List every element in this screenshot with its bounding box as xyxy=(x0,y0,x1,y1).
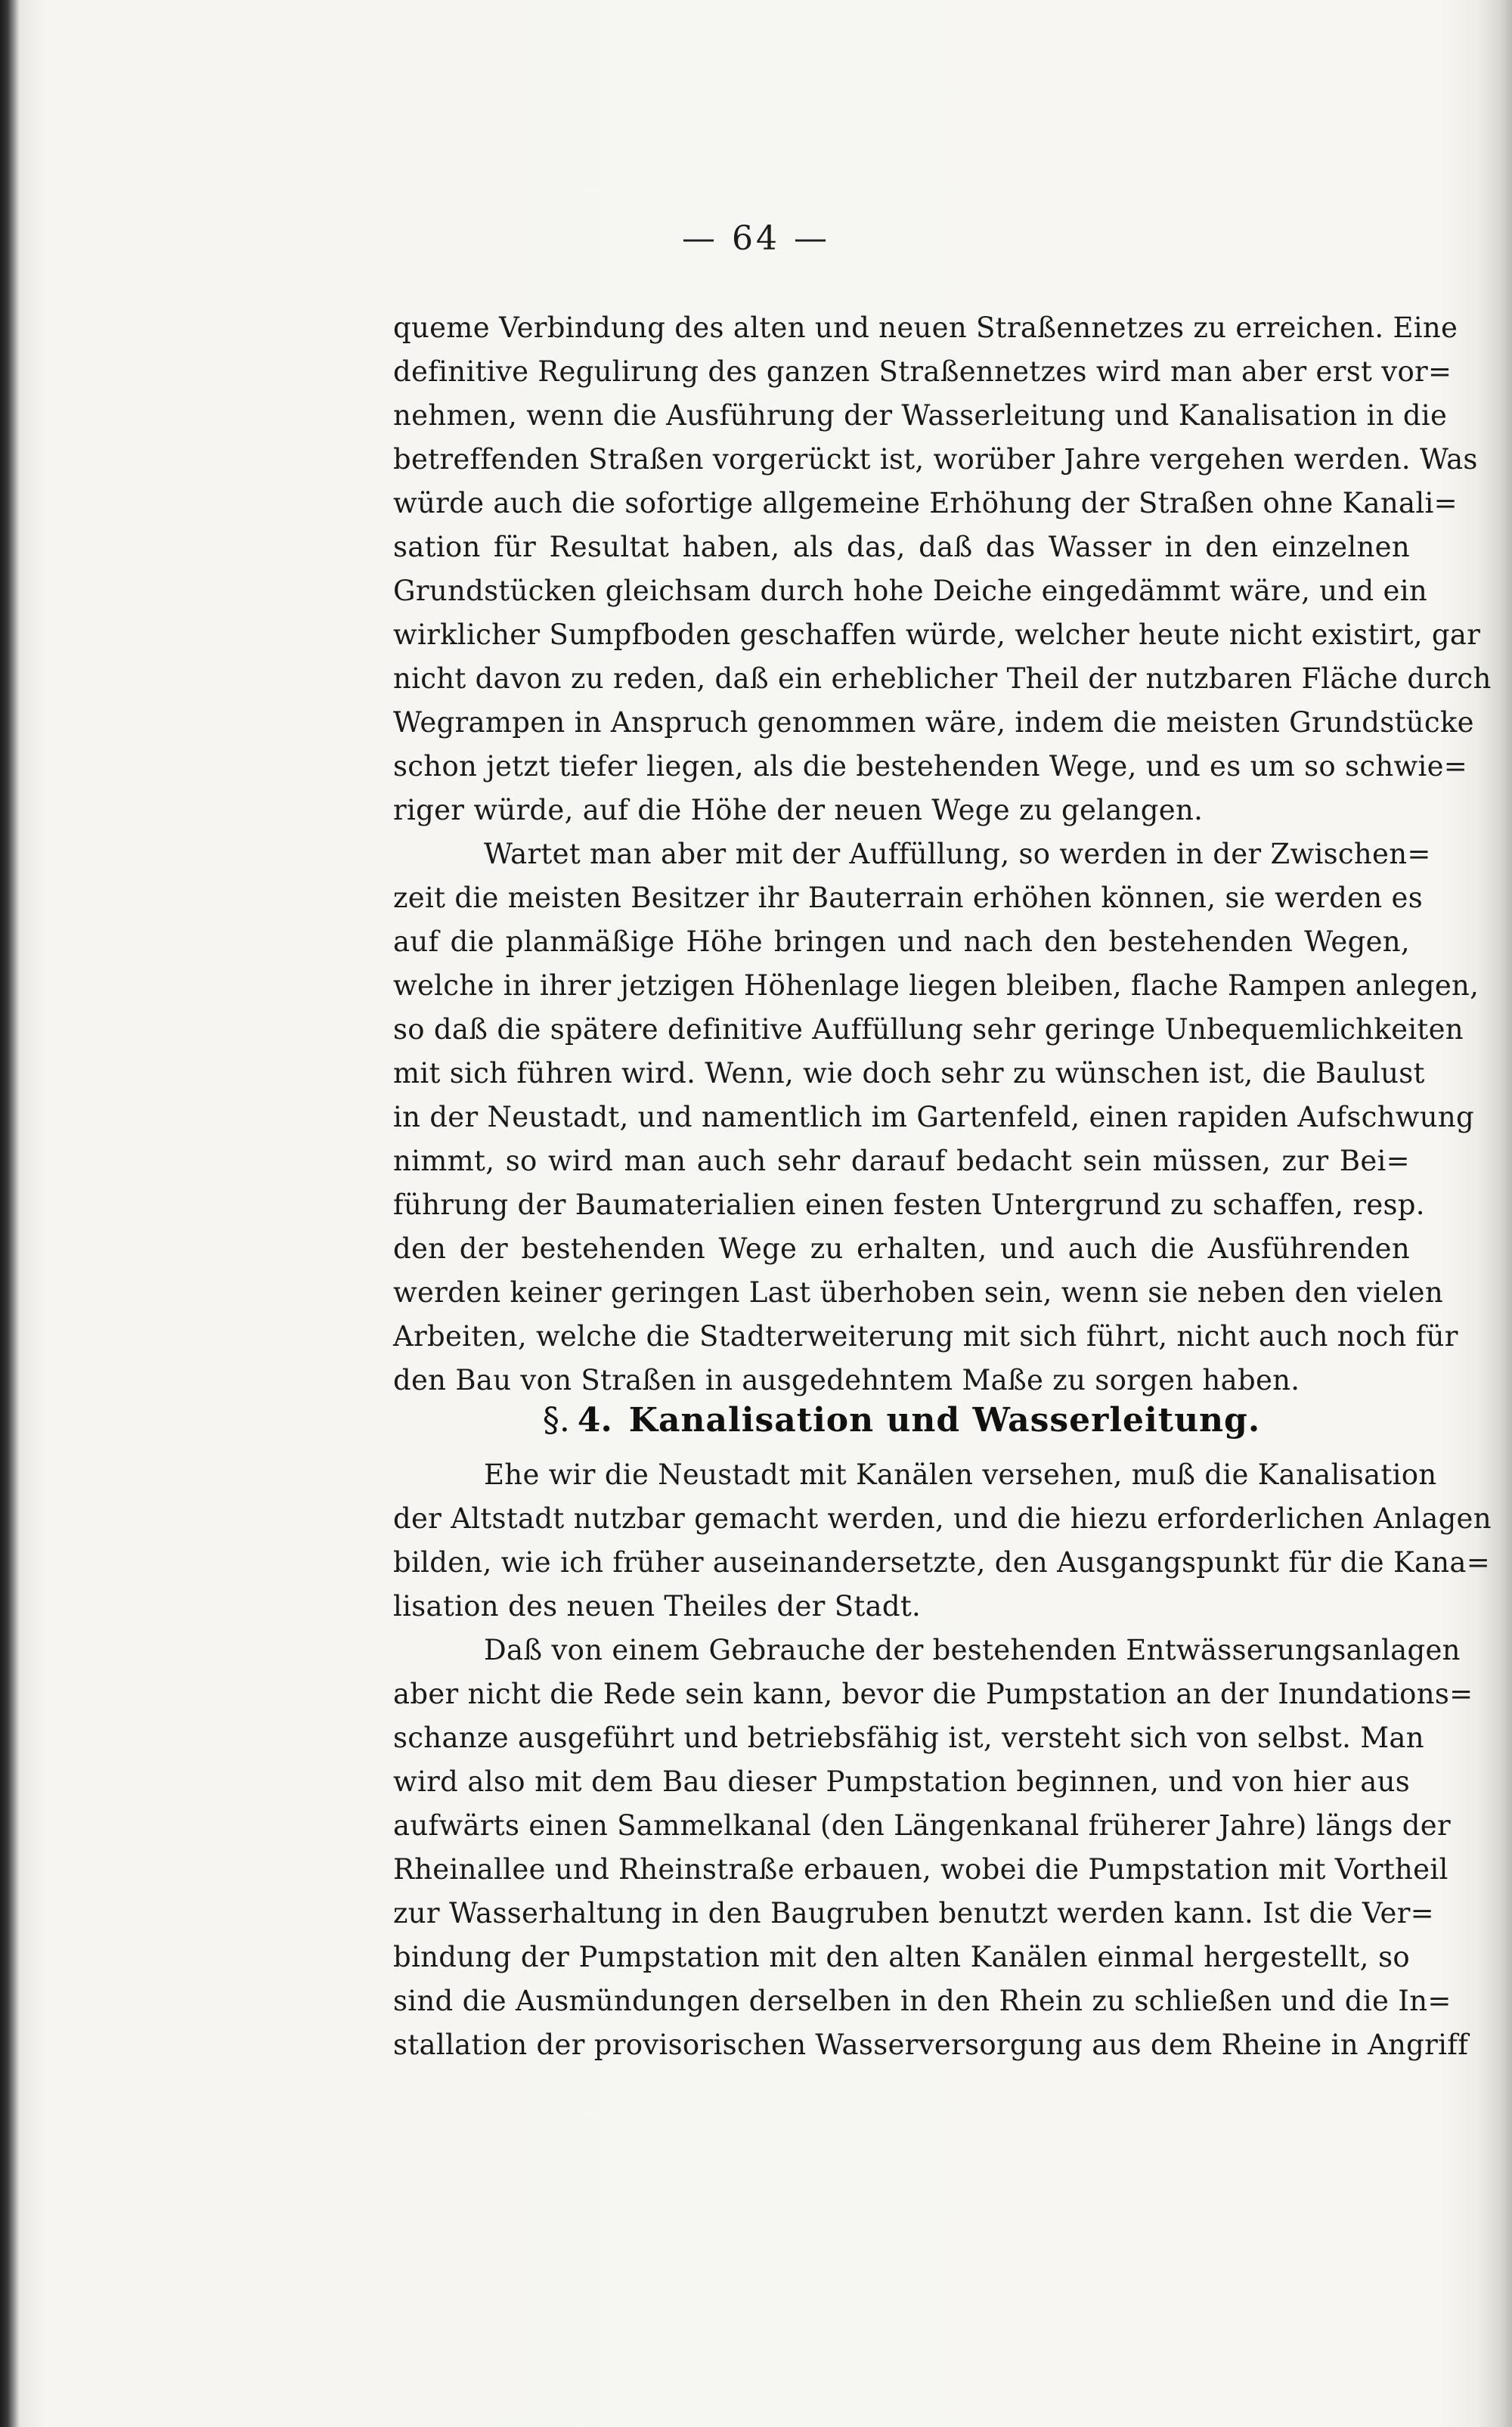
text-line: der Altstadt nutzbar gemacht werden, und die hiezu erforderlichen Anlagen xyxy=(393,1502,1492,1535)
text-block-bottom xyxy=(393,1453,1492,2067)
text-line: aufwärts einen Sammelkanal (den Längenkanal früherer Jahre) längs der xyxy=(393,1809,1451,1842)
text-line: nicht davon zu reden, daß ein erheblicher Theil der nutzbaren Fläche durch xyxy=(393,662,1492,695)
page-number: — 64 — xyxy=(682,219,830,258)
text-line: Daß von einem Gebrauche der bestehenden Entwässerungsanlagen xyxy=(484,1634,1461,1666)
text-line: nimmt, so wird man auch sehr darauf bedacht sein müssen, zur Bei= xyxy=(393,1145,1410,1177)
text-line: sind die Ausmündungen derselben in den Rhein zu schließen und die In= xyxy=(393,1985,1452,2017)
text-line: werden keiner geringen Last überhoben sein, wenn sie neben den vielen xyxy=(393,1276,1443,1309)
paragraph-3 xyxy=(393,1453,1492,1629)
text-line: mit sich führen wird. Wenn, wie doch sehr zu wünschen ist, die Baulust xyxy=(393,1057,1425,1090)
text-line: welche in ihrer jetzigen Höhenlage liegen bleiben, flache Rampen anlegen, xyxy=(393,969,1479,1002)
text-line: queme Verbindung des alten und neuen Straßennetzes zu erreichen. Eine xyxy=(393,312,1458,344)
text-line: auf die planmäßige Höhe bringen und nach den bestehenden Wegen, xyxy=(393,925,1410,958)
text-line: führung der Baumaterialien einen festen Untergrund zu schaffen, resp. xyxy=(393,1189,1425,1221)
text-line: zur Wasserhaltung in den Baugruben benutzt werden kann. Ist die Ver= xyxy=(393,1897,1434,1930)
text-line: sation für Resultat haben, als das, daß das Wasser in den einzelnen xyxy=(393,531,1410,563)
text-line: in der Neustadt, und namentlich im Gartenfeld, einen rapiden Aufschwung xyxy=(393,1101,1474,1133)
text-line: stallation der provisorischen Wasserversorgung aus dem Rheine in Angriff xyxy=(393,2029,1469,2061)
text-line: nehmen, wenn die Ausführung der Wasserleitung und Kanalisation in die xyxy=(393,399,1448,432)
text-line: den der bestehenden Wege zu erhalten, und auch die Ausführenden xyxy=(393,1232,1410,1265)
text-line: betreffenden Straßen vorgerückt ist, worüber Jahre vergehen werden. Was xyxy=(393,443,1478,476)
text-line: Wartet man aber mit der Auffüllung, so werden in der Zwischen= xyxy=(484,838,1431,870)
text-line: den Bau von Straßen in ausgedehntem Maße zu sorgen haben. xyxy=(393,1364,1300,1396)
text-line: definitive Regulirung des ganzen Straßennetzes wird man aber erst vor= xyxy=(393,355,1452,388)
text-line: zeit die meisten Besitzer ihr Bauterrain erhöhen können, sie werden es xyxy=(393,882,1424,914)
text-line: wirklicher Sumpfboden geschaffen würde, welcher heute nicht existirt, gar xyxy=(393,618,1481,651)
text-line: Arbeiten, welche die Stadterweiterung mit sich führt, nicht auch noch für xyxy=(393,1320,1458,1353)
section-heading xyxy=(393,1394,1410,1447)
text-line: riger würde, auf die Höhe der neuen Wege zu gelangen. xyxy=(393,794,1204,826)
section-number: 4. xyxy=(577,1401,612,1440)
text-line: schanze ausgeführt und betriebsfähig ist, versteht sich von selbst. Man xyxy=(393,1722,1424,1754)
text-line: lisation des neuen Theiles der Stadt. xyxy=(393,1590,922,1623)
section-title: Kanalisation und Wasserleitung. xyxy=(628,1401,1261,1440)
text-line: würde auch die sofortige allgemeine Erhöhung der Straßen ohne Kanali= xyxy=(393,487,1458,519)
text-line: so daß die spätere definitive Auffüllung sehr geringe Unbequemlichkeiten xyxy=(393,1013,1464,1046)
text-line: bindung der Pumpstation mit den alten Kanälen einmal hergestellt, so xyxy=(393,1941,1410,1973)
paragraph-1 xyxy=(393,306,1492,832)
text-block-top xyxy=(393,306,1492,1403)
text-line: Wegrampen in Anspruch genommen wäre, indem die meisten Grundstücke xyxy=(393,706,1474,739)
paragraph-2 xyxy=(393,832,1479,1403)
text-line: bilden, wie ich früher auseinandersetzte, den Ausgangspunkt für die Kana= xyxy=(393,1546,1491,1579)
paragraph-4 xyxy=(393,1629,1473,2067)
text-line: schon jetzt tiefer liegen, als die bestehenden Wege, und es um so schwie= xyxy=(393,750,1468,783)
text-line: aber nicht die Rede sein kann, bevor die Pumpstation an der Inundations= xyxy=(393,1678,1473,1710)
text-line: wird also mit dem Bau dieser Pumpstation beginnen, und von hier aus xyxy=(393,1765,1410,1798)
text-line: Ehe wir die Neustadt mit Kanälen versehen, muß die Kanalisation xyxy=(484,1458,1437,1491)
section-symbol: §. xyxy=(542,1401,570,1440)
text-line: Grundstücken gleichsam durch hohe Deiche eingedämmt wäre, und ein xyxy=(393,575,1427,607)
text-line: Rheinallee und Rheinstraße erbauen, wobei die Pumpstation mit Vortheil xyxy=(393,1853,1448,1886)
